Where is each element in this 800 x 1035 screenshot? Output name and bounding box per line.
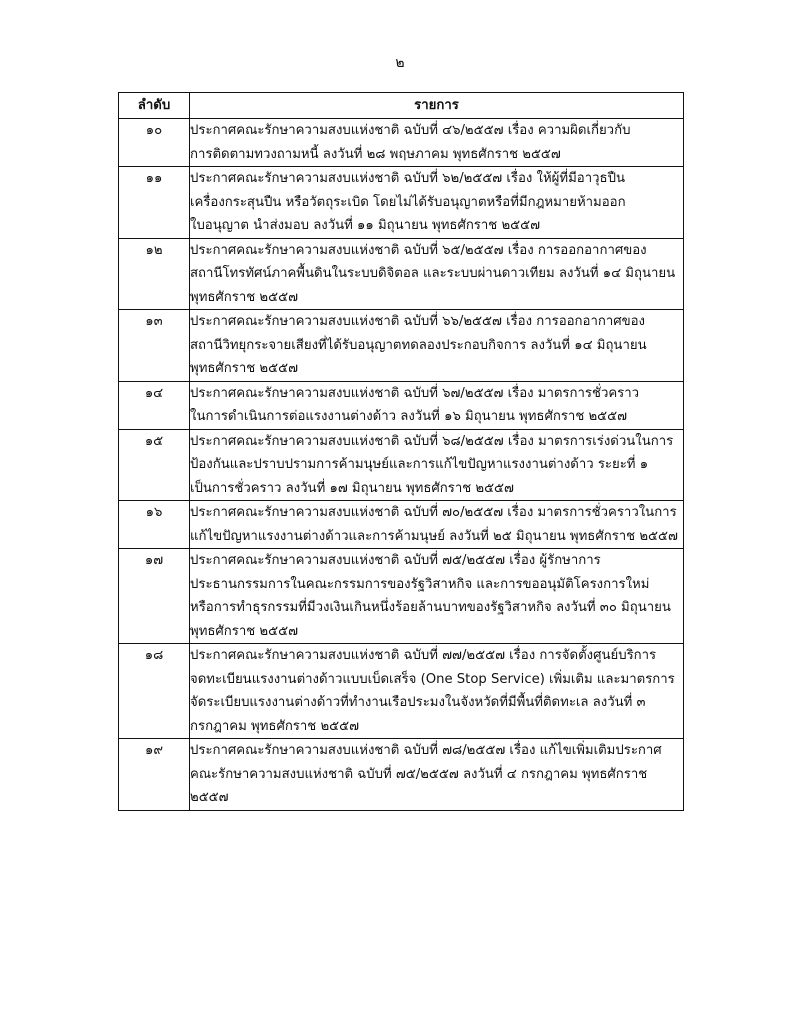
item-text-line: ในการดำเนินการต่อแรงงานต่างด้าว ลงวันที่ ๑๖ มิถุนายน พุทธศักราช ๒๕๕๗ <box>190 409 628 424</box>
row-item-description <box>190 119 684 167</box>
table-row <box>119 739 684 811</box>
item-text-line: ประกาศคณะรักษาความสงบแห่งชาติ ฉบับที่ ๖๒/๒๕๕๗ เรื่อง ให้ผู้ที่มีอาวุธปืน <box>190 171 625 186</box>
item-text-line: ประกาศคณะรักษาความสงบแห่งชาติ ฉบับที่ ๗๗/๒๕๕๗ เรื่อง การจัดตั้งศูนย์บริการ <box>190 648 657 663</box>
table-header-row <box>119 93 684 119</box>
row-item-description <box>190 310 684 382</box>
row-order-number: ๑๗ <box>119 549 190 644</box>
row-order-number: ๑๐ <box>119 119 190 167</box>
row-item-description <box>190 501 684 549</box>
row-order-number: ๑๒ <box>119 238 190 310</box>
row-item-description <box>190 167 684 239</box>
table-row <box>119 119 684 167</box>
item-text-line: ประกาศคณะรักษาความสงบแห่งชาติ ฉบับที่ ๗๘/๒๕๕๗ เรื่อง แก้ไขเพิ่มเติมประกาศ <box>190 743 662 758</box>
row-order-number: ๑๙ <box>119 739 190 811</box>
table-row <box>119 501 684 549</box>
row-item-description <box>190 739 684 811</box>
item-text-line: ประกาศคณะรักษาความสงบแห่งชาติ ฉบับที่ ๖๗/๒๕๕๗ เรื่อง มาตรการชั่วคราว <box>190 385 640 401</box>
item-text-line: ๒๕๕๗ <box>190 790 229 805</box>
item-text-line: ประกาศคณะรักษาความสงบแห่งชาติ ฉบับที่ ๖๕/๒๕๕๗ เรื่อง การออกอากาศของ <box>190 242 647 258</box>
item-text-line: เป็นการชั่วคราว ลงวันที่ ๑๗ มิถุนายน พุทธศักราช ๒๕๕๗ <box>190 480 514 496</box>
header-order: ลำดับ <box>119 93 190 119</box>
table-row <box>119 167 684 239</box>
row-order-number: ๑๖ <box>119 501 190 549</box>
row-item-description <box>190 549 684 644</box>
row-item-description <box>190 381 684 429</box>
item-text-line: จดทะเบียนแรงงานต่างด้าวแบบเบ็ดเสร็จ (One Stop Service) เพิ่มเติม และมาตรการ <box>190 671 675 687</box>
item-text-line: หรือการทำธุรกรรมที่มีวงเงินเกินหนึ่งร้อยล้านบาทของรัฐวิสาหกิจ ลงวันที่ ๓๐ มิถุนายน <box>190 600 671 615</box>
row-item-description <box>190 238 684 310</box>
item-text-line: การติดตามทวงถามหนี้ ลงวันที่ ๒๘ พฤษภาคม พุทธศักราช ๒๕๕๗ <box>190 146 561 162</box>
item-text-line: สถานีวิทยุกระจายเสียงที่ได้รับอนุญาตทดลองประกอบกิจการ ลงวันที่ ๑๔ มิถุนายน <box>190 337 647 353</box>
item-text-line: เครื่องกระสุนปืน หรือวัตถุระเบิด โดยไม่ได้รับอนุญาตหรือที่มีกฎหมายห้ามออก <box>190 194 626 210</box>
item-text-line: ประกาศคณะรักษาความสงบแห่งชาติ ฉบับที่ ๖๘/๒๕๕๗ เรื่อง มาตรการเร่งด่วนในการ <box>190 433 674 449</box>
row-item-description <box>190 429 684 501</box>
item-text-line: ใบอนุญาต นำส่งมอบ ลงวันที่ ๑๑ มิถุนายน พุทธศักราช ๒๕๕๗ <box>190 218 541 233</box>
table-row <box>119 429 684 501</box>
row-order-number: ๑๑ <box>119 167 190 239</box>
item-text-line: ประกาศคณะรักษาความสงบแห่งชาติ ฉบับที่ ๖๖/๒๕๕๗ เรื่อง การออกอากาศของ <box>190 314 645 329</box>
item-text-line: กรกฎาคม พุทธศักราช ๒๕๕๗ <box>190 718 360 734</box>
row-order-number: ๑๔ <box>119 381 190 429</box>
item-text-line: พุทธศักราช ๒๕๕๗ <box>190 623 298 639</box>
page-number: ๒ <box>395 55 405 71</box>
table-row <box>119 549 684 644</box>
table-row <box>119 381 684 429</box>
row-order-number: ๑๓ <box>119 310 190 382</box>
item-text-line: แก้ไขปัญหาแรงงานต่างด้าวและการค้ามนุษย์ ลงวันที่ ๒๕ มิถุนายน พุทธศักราช ๒๕๕๗ <box>190 528 678 544</box>
row-item-description <box>190 644 684 739</box>
announcements-table <box>118 92 684 811</box>
item-text-line: จัดระเบียบแรงงานต่างด้าวที่ทำงานเรือประมงในจังหวัดที่มีพื้นที่ติดทะเล ลงวันที่ ๓ <box>190 695 646 710</box>
item-text-line: ประกาศคณะรักษาความสงบแห่งชาติ ฉบับที่ ๔๖/๒๕๕๗ เรื่อง ความผิดเกี่ยวกับ <box>190 123 631 138</box>
table-row <box>119 310 684 382</box>
item-text-line: สถานีโทรทัศน์ภาคพื้นดินในระบบดิจิตอล และระบบผ่านดาวเทียม ลงวันที่ ๑๔ มิถุนายน <box>190 266 676 281</box>
row-order-number: ๑๕ <box>119 429 190 501</box>
item-text-line: พุทธศักราช ๒๕๕๗ <box>190 289 298 305</box>
table-row <box>119 644 684 739</box>
header-item: รายการ <box>190 93 684 119</box>
row-order-number: ๑๘ <box>119 644 190 739</box>
item-text-line: ป้องกันและปราบปรามการค้ามนุษย์และการแก้ไขปัญหาแรงงานต่างด้าว ระยะที่ ๑ <box>190 457 649 472</box>
item-text-line: พุทธศักราช ๒๕๕๗ <box>190 361 298 376</box>
item-text-line: ประธานกรรมการในคณะกรรมการของรัฐวิสาหกิจ และการขออนุมัติโครงการใหม่ <box>190 576 650 592</box>
item-text-line: ประกาศคณะรักษาความสงบแห่งชาติ ฉบับที่ ๗๕/๒๕๕๗ เรื่อง ผู้รักษาการ <box>190 553 601 568</box>
item-text-line: คณะรักษาความสงบแห่งชาติ ฉบับที่ ๗๕/๒๕๕๗ ลงวันที่ ๔ กรกฎาคม พุทธศักราช <box>190 766 648 782</box>
table-body <box>119 119 684 811</box>
table-row <box>119 238 684 310</box>
item-text-line: ประกาศคณะรักษาความสงบแห่งชาติ ฉบับที่ ๗๐/๒๕๕๗ เรื่อง มาตรการชั่วคราวในการ <box>190 505 677 520</box>
